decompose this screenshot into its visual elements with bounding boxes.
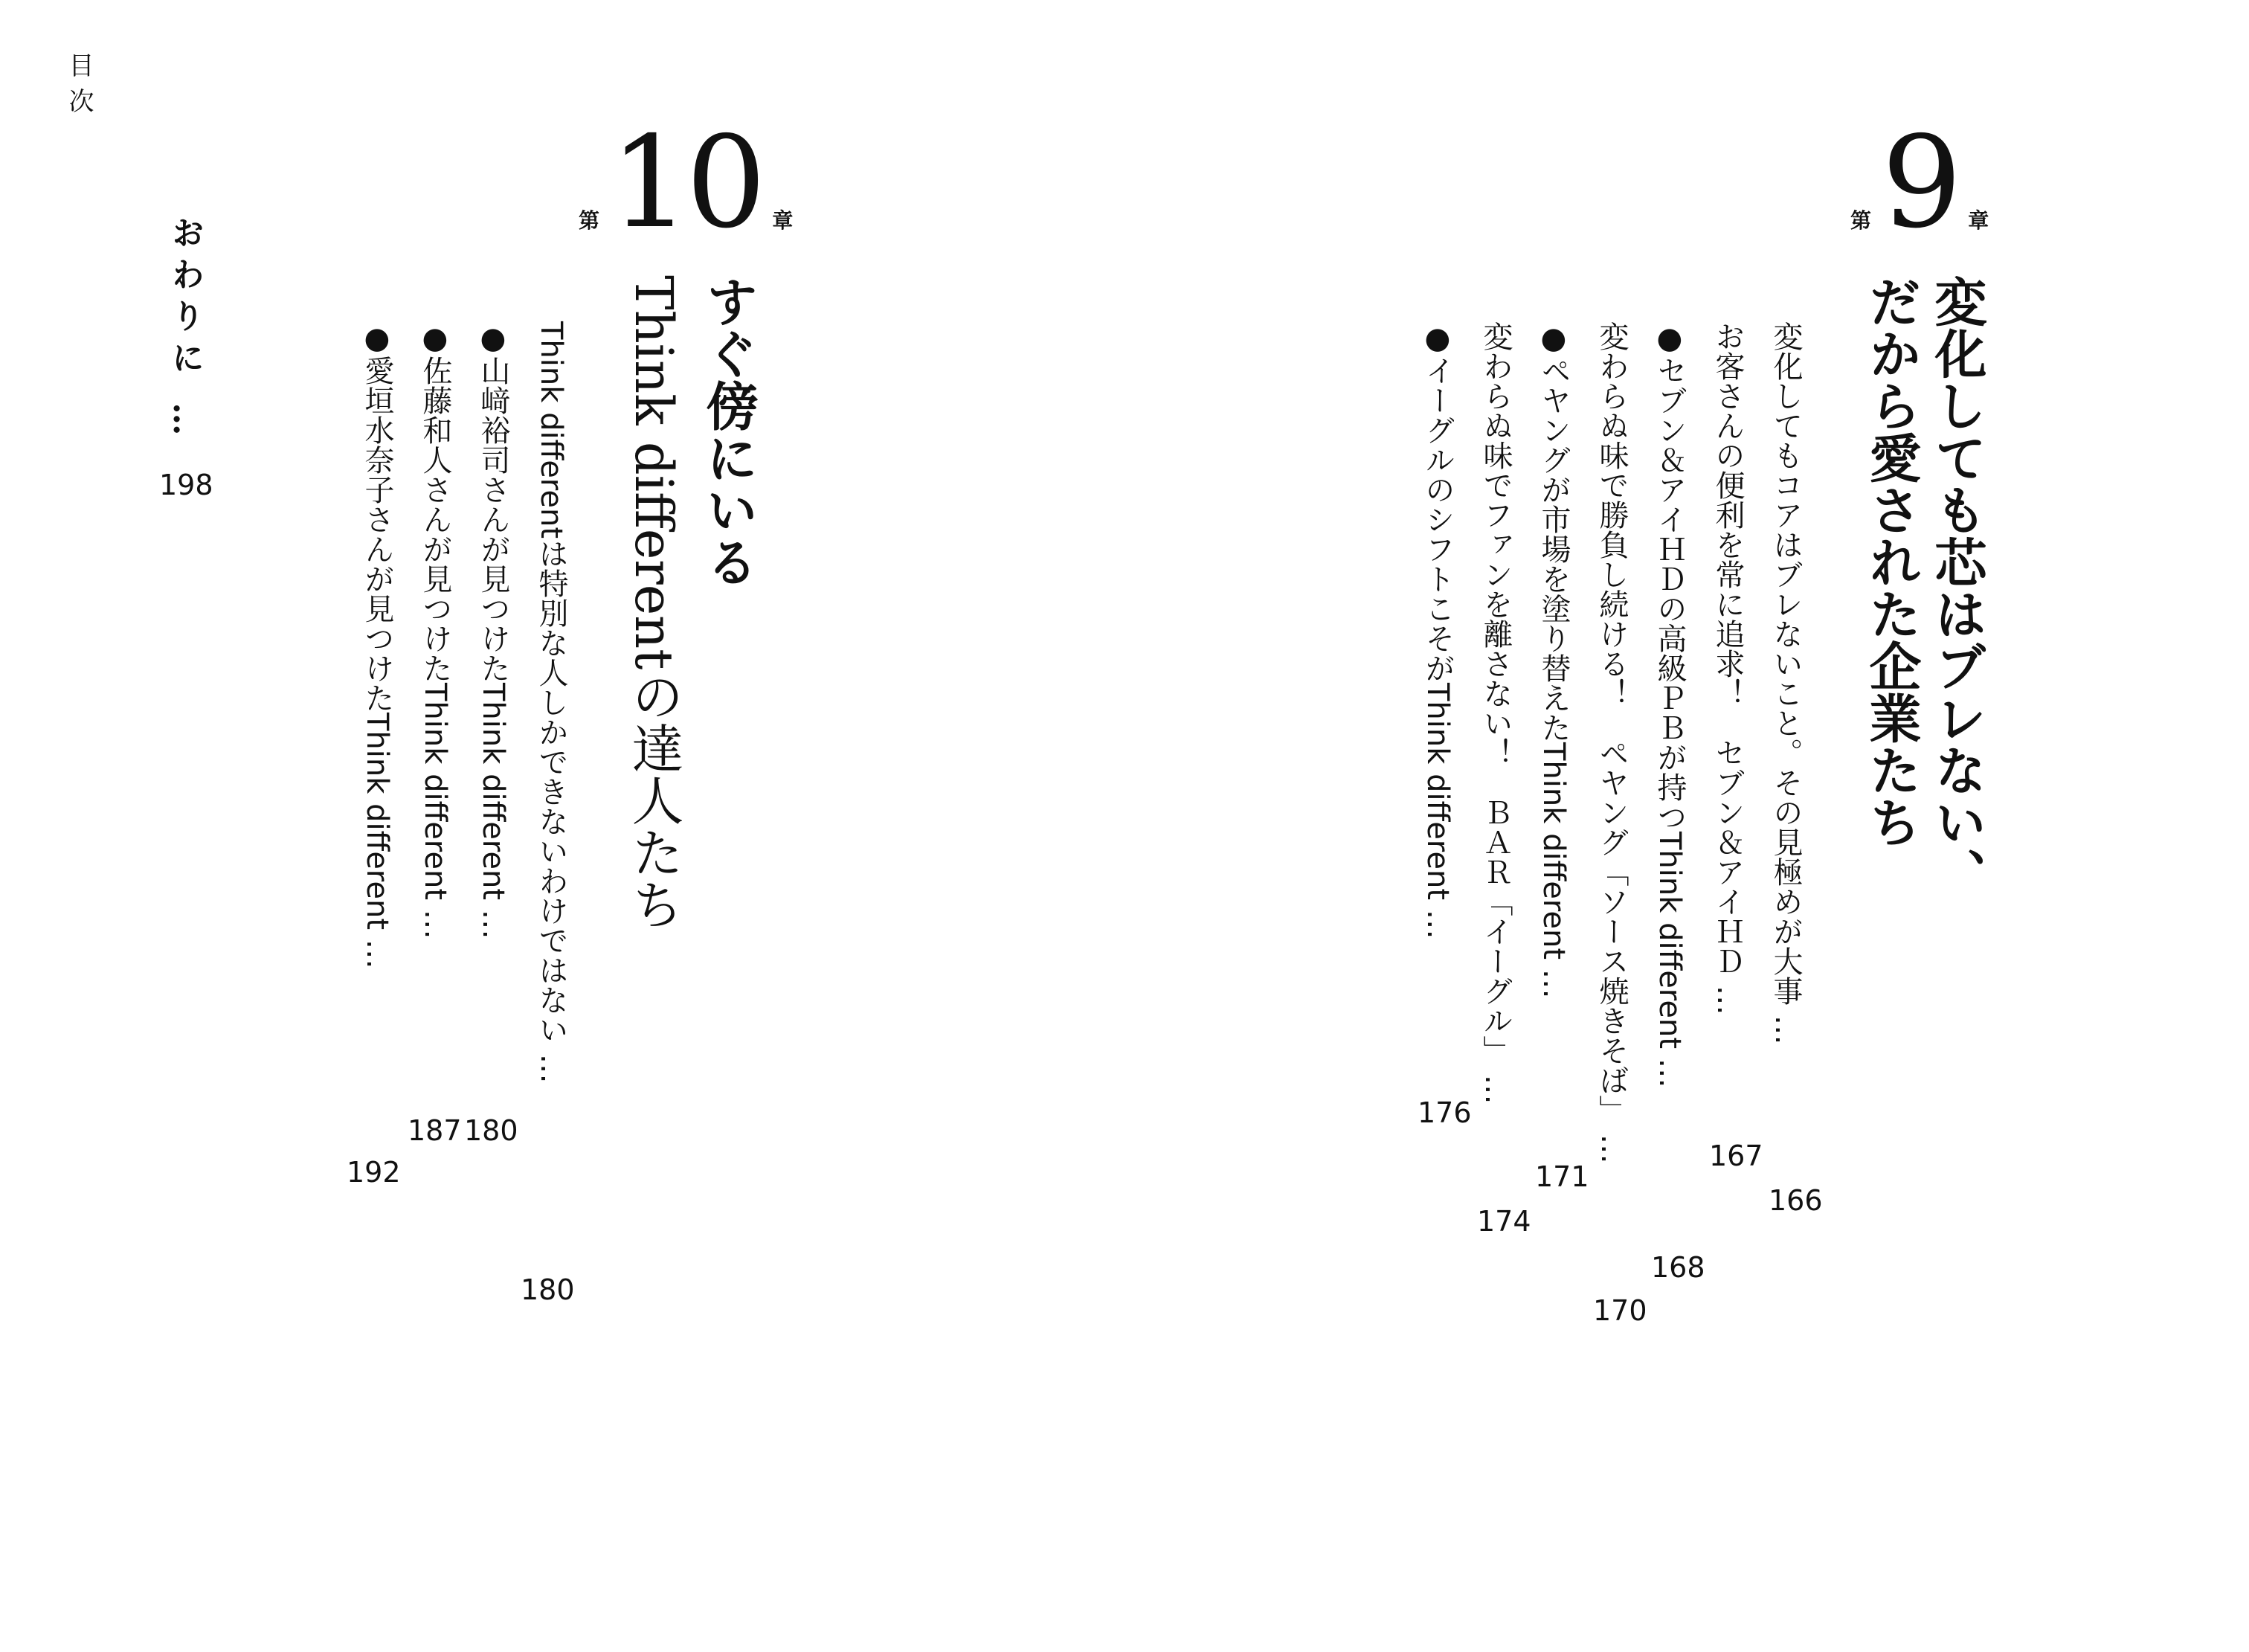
- toc-entry[interactable]: ●愛垣水奈子さんが見つけたThink different …: [360, 321, 394, 969]
- page-number: 171: [1535, 1160, 1589, 1193]
- page-number: 167: [1709, 1140, 1763, 1172]
- page-number: 187: [408, 1114, 462, 1147]
- chapter-number: 10: [610, 109, 762, 257]
- page-number: 180: [521, 1273, 575, 1306]
- toc-entry[interactable]: Think differentは特別な人しかできないわけではない …: [534, 321, 568, 1084]
- chapter-9-heading: [1850, 109, 1989, 257]
- toc-entry[interactable]: ●セブン＆アイＨＤの高級ＰＢが持つThink different …: [1653, 321, 1687, 1088]
- toc-entry[interactable]: ●ペヤングが市場を塗り替えたThink different …: [1537, 321, 1571, 999]
- chapter-number: 9: [1882, 109, 1958, 257]
- closing-entry[interactable]: おわりに …: [166, 216, 204, 445]
- chapter-prefix: 第: [1850, 208, 1872, 233]
- page-number: 176: [1418, 1096, 1472, 1129]
- toc-entry[interactable]: ●山﨑裕司さんが見つけたThink different …: [476, 321, 510, 939]
- page-number: 198: [159, 469, 213, 501]
- page-number: 180: [464, 1114, 518, 1147]
- chapter-suffix: 章: [1968, 208, 1989, 233]
- toc-entry[interactable]: 変わらぬ味で勝負し続ける！ ペヤング「ソース焼きそば」 …: [1595, 321, 1629, 1164]
- page-number: 168: [1651, 1251, 1705, 1284]
- chapter-10-title-line-2: Think differentの達人たち: [623, 275, 684, 931]
- chapter-10-title-line-1: すぐ傍にいる: [698, 275, 759, 588]
- toc-entry[interactable]: ●イーグルのシフトこそがThink different …: [1420, 321, 1455, 939]
- chapter-9-title-line-2: だから愛された企業たち: [1861, 275, 1923, 848]
- toc-entry[interactable]: 変化してもコアはブレないこと。その見極めが大事 …: [1769, 321, 1803, 1045]
- page-number: 166: [1769, 1184, 1823, 1217]
- page-number: 174: [1477, 1205, 1531, 1238]
- chapter-prefix: 第: [579, 208, 600, 233]
- chapter-9-title-line-1: 変化しても芯はブレない、: [1926, 275, 1988, 900]
- toc-entry[interactable]: お客さんの便利を常に追求！ セブン＆アイＨＤ …: [1711, 321, 1745, 1015]
- running-header: 目次: [64, 52, 94, 123]
- chapter-10-heading: [579, 109, 794, 257]
- page-number: 192: [347, 1156, 401, 1189]
- toc-entry[interactable]: ●佐藤和人さんが見つけたThink different …: [418, 321, 452, 939]
- page-number: 170: [1593, 1294, 1647, 1327]
- chapter-suffix: 章: [772, 208, 794, 233]
- toc-entry[interactable]: 変わらぬ味でファンを離さない！ ＢＡＲ「イーグル」 …: [1479, 321, 1513, 1105]
